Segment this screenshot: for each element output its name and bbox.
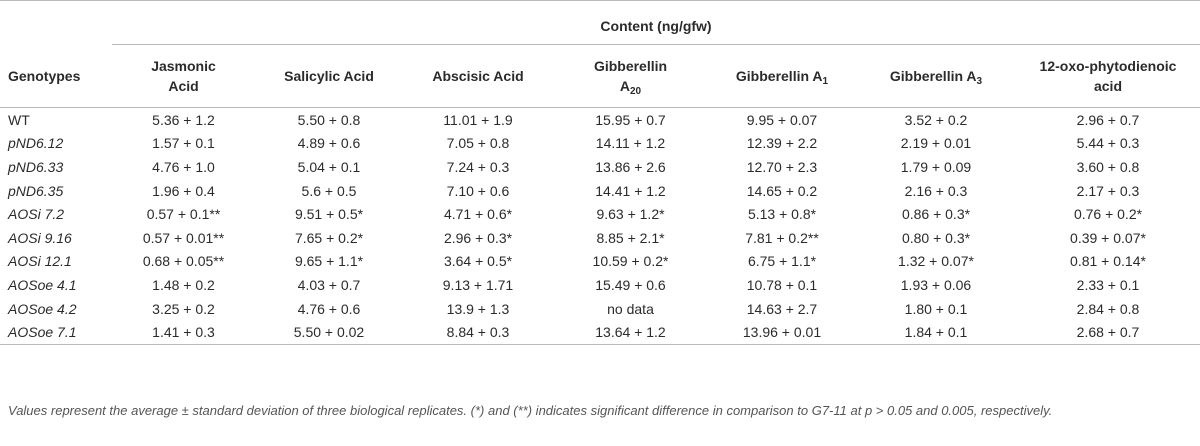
column-header-gibberellin-a3 — [856, 45, 1016, 108]
value-cell: 0.86 + 0.3* — [901, 206, 971, 223]
genotype-cell: AOSi 12.1 — [8, 253, 72, 270]
value-cell: 12.39 + 2.2 — [746, 135, 818, 152]
content-header-row — [0, 8, 1200, 45]
value-cell: 13.9 + 1.3 — [446, 300, 510, 317]
table-row — [0, 132, 1200, 156]
column-header-gibberellin-a20-sub: 20 — [630, 86, 642, 97]
column-header-gibberellin-a3-base: Gibberellin A — [889, 68, 977, 84]
value-cell: 7.24 + 0.3 — [446, 158, 510, 175]
value-cell: 5.04 + 0.1 — [297, 158, 361, 175]
column-header-gibberellin-a1-base: Gibberellin A — [735, 68, 823, 84]
content-units-header: Content (ng/gfw) — [112, 8, 1200, 45]
genotype-cell: WT — [8, 111, 30, 128]
value-cell: 2.16 + 0.3 — [904, 182, 968, 199]
table-row — [0, 108, 1200, 132]
value-cell: no data — [607, 300, 654, 317]
value-cell: 11.01 + 1.9 — [443, 111, 513, 128]
value-cell: 4.76 + 1.0 — [152, 158, 215, 175]
column-header-jasmonic-acid-line2: Acid — [168, 78, 199, 94]
value-cell: 0.76 + 0.2* — [1073, 206, 1143, 223]
column-header-gibberellin-a20 — [553, 45, 708, 108]
value-cell: 5.36 + 1.2 — [152, 111, 215, 128]
value-cell: 1.84 + 0.1 — [856, 320, 1016, 344]
genotype-cell: AOSoe 4.1 — [8, 276, 77, 293]
value-cell: 0.80 + 0.3* — [901, 229, 971, 246]
value-cell: 7.81 + 0.2** — [745, 229, 819, 246]
table-row — [0, 155, 1200, 179]
genotype-cell: AOSi 7.2 — [8, 206, 65, 223]
column-header-row — [0, 45, 1200, 108]
value-cell: 1.93 + 0.06 — [900, 276, 972, 293]
value-cell: 0.39 + 0.07* — [1070, 229, 1146, 246]
table-row — [0, 179, 1200, 203]
genotype-cell: AOSi 9.16 — [8, 229, 72, 246]
value-cell: 1.79 + 0.09 — [900, 158, 972, 175]
table-row — [0, 202, 1200, 226]
column-header-genotypes: Genotypes — [0, 45, 112, 108]
value-cell: 8.84 + 0.3 — [403, 320, 553, 344]
table-body — [0, 108, 1200, 345]
value-cell: 4.71 + 0.6* — [443, 206, 513, 223]
column-header-jasmonic-acid — [112, 45, 255, 108]
value-cell: 5.50 + 0.02 — [255, 320, 403, 344]
value-cell: 10.59 + 0.2* — [592, 253, 669, 270]
value-cell: 5.44 + 0.3 — [1076, 135, 1140, 152]
value-cell: 10.78 + 0.1 — [746, 276, 818, 293]
value-cell: 2.96 + 0.7 — [1076, 111, 1140, 128]
value-cell: 2.19 + 0.01 — [900, 135, 972, 152]
value-cell: 9.51 + 0.5* — [294, 206, 364, 223]
column-header-opda-line1: 12-oxo-phytodienoic — [1039, 58, 1177, 74]
value-cell: 5.6 + 0.5 — [301, 182, 357, 199]
table-row — [0, 320, 1200, 344]
value-cell: 13.86 + 2.6 — [595, 158, 666, 175]
value-cell: 7.65 + 0.2* — [294, 229, 364, 246]
value-cell: 9.65 + 1.1* — [294, 253, 364, 270]
table-top-rule — [0, 1, 1200, 9]
column-header-gibberellin-a20-line1: Gibberellin — [593, 58, 668, 74]
genotype-cell: pND6.33 — [8, 158, 64, 175]
value-cell: 1.57 + 0.1 — [152, 135, 215, 152]
value-cell: 9.95 + 0.07 — [746, 111, 818, 128]
column-header-jasmonic-acid-line1: Jasmonic — [151, 58, 216, 74]
value-cell: 2.96 + 0.3* — [443, 229, 513, 246]
value-cell: 7.05 + 0.8 — [446, 135, 510, 152]
column-header-gibberellin-a1-sub: 1 — [822, 76, 829, 87]
table-row — [0, 273, 1200, 297]
value-cell: 14.65 + 0.2 — [746, 182, 818, 199]
value-cell: 2.33 + 0.1 — [1076, 276, 1140, 293]
value-cell: 4.03 + 0.7 — [297, 276, 361, 293]
genotype-cell: pND6.35 — [8, 182, 64, 199]
value-cell: 2.17 + 0.3 — [1076, 182, 1140, 199]
value-cell: 13.64 + 1.2 — [553, 320, 708, 344]
genotype-cell: AOSoe 4.2 — [8, 300, 77, 317]
value-cell: 5.50 + 0.8 — [297, 111, 361, 128]
genotype-cell: AOSoe 7.1 — [0, 320, 112, 344]
value-cell: 1.80 + 0.1 — [904, 300, 968, 317]
value-cell: 13.96 + 0.01 — [708, 320, 856, 344]
value-cell: 15.95 + 0.7 — [595, 111, 666, 128]
column-header-gibberellin-a20-base: A — [619, 78, 630, 94]
value-cell: 9.63 + 1.2* — [596, 206, 665, 223]
column-header-salicylic-acid: Salicylic Acid — [255, 45, 403, 108]
value-cell: 0.57 + 0.01** — [142, 229, 225, 246]
value-cell: 3.60 + 0.8 — [1076, 158, 1140, 175]
column-header-opda — [1016, 45, 1200, 108]
value-cell: 14.63 + 2.7 — [746, 300, 818, 317]
table-row — [0, 250, 1200, 274]
column-header-opda-line2: acid — [1093, 78, 1122, 94]
value-cell: 1.48 + 0.2 — [152, 276, 215, 293]
value-cell: 4.89 + 0.6 — [297, 135, 361, 152]
table-footnote: Values represent the average ± standard deviation of three biological replicates. (*) and (**) indicates significant difference in comparison to G7-11 at p > 0.05 and 0.005, respectively. — [8, 403, 1053, 418]
value-cell: 9.13 + 1.71 — [442, 276, 514, 293]
value-cell: 5.13 + 0.8* — [747, 206, 817, 223]
value-cell: 14.41 + 1.2 — [595, 182, 666, 199]
table-row — [0, 226, 1200, 250]
value-cell: 6.75 + 1.1* — [747, 253, 817, 270]
value-cell: 1.96 + 0.4 — [152, 182, 215, 199]
value-cell: 3.25 + 0.2 — [152, 300, 215, 317]
table-row — [0, 297, 1200, 321]
value-cell: 0.68 + 0.05** — [142, 253, 225, 270]
value-cell: 0.57 + 0.1** — [146, 206, 221, 223]
value-cell: 2.84 + 0.8 — [1076, 300, 1140, 317]
column-header-abscisic-acid: Abscisic Acid — [403, 45, 553, 108]
column-header-gibberellin-a3-sub: 3 — [976, 76, 983, 87]
genotype-cell: pND6.12 — [8, 135, 64, 152]
value-cell: 2.68 + 0.7 — [1016, 320, 1200, 344]
column-header-gibberellin-a1 — [708, 45, 856, 108]
value-cell: 1.32 + 0.07* — [898, 253, 974, 270]
value-cell: 12.70 + 2.3 — [746, 158, 818, 175]
value-cell: 3.52 + 0.2 — [904, 111, 968, 128]
value-cell: 15.49 + 0.6 — [595, 276, 666, 293]
value-cell: 3.64 + 0.5* — [443, 253, 513, 270]
value-cell: 14.11 + 1.2 — [595, 135, 666, 152]
value-cell: 0.81 + 0.14* — [1070, 253, 1146, 270]
value-cell: 7.10 + 0.6 — [446, 182, 510, 199]
value-cell: 1.41 + 0.3 — [112, 320, 255, 344]
value-cell: 8.85 + 2.1* — [596, 229, 665, 246]
value-cell: 4.76 + 0.6 — [297, 300, 361, 317]
